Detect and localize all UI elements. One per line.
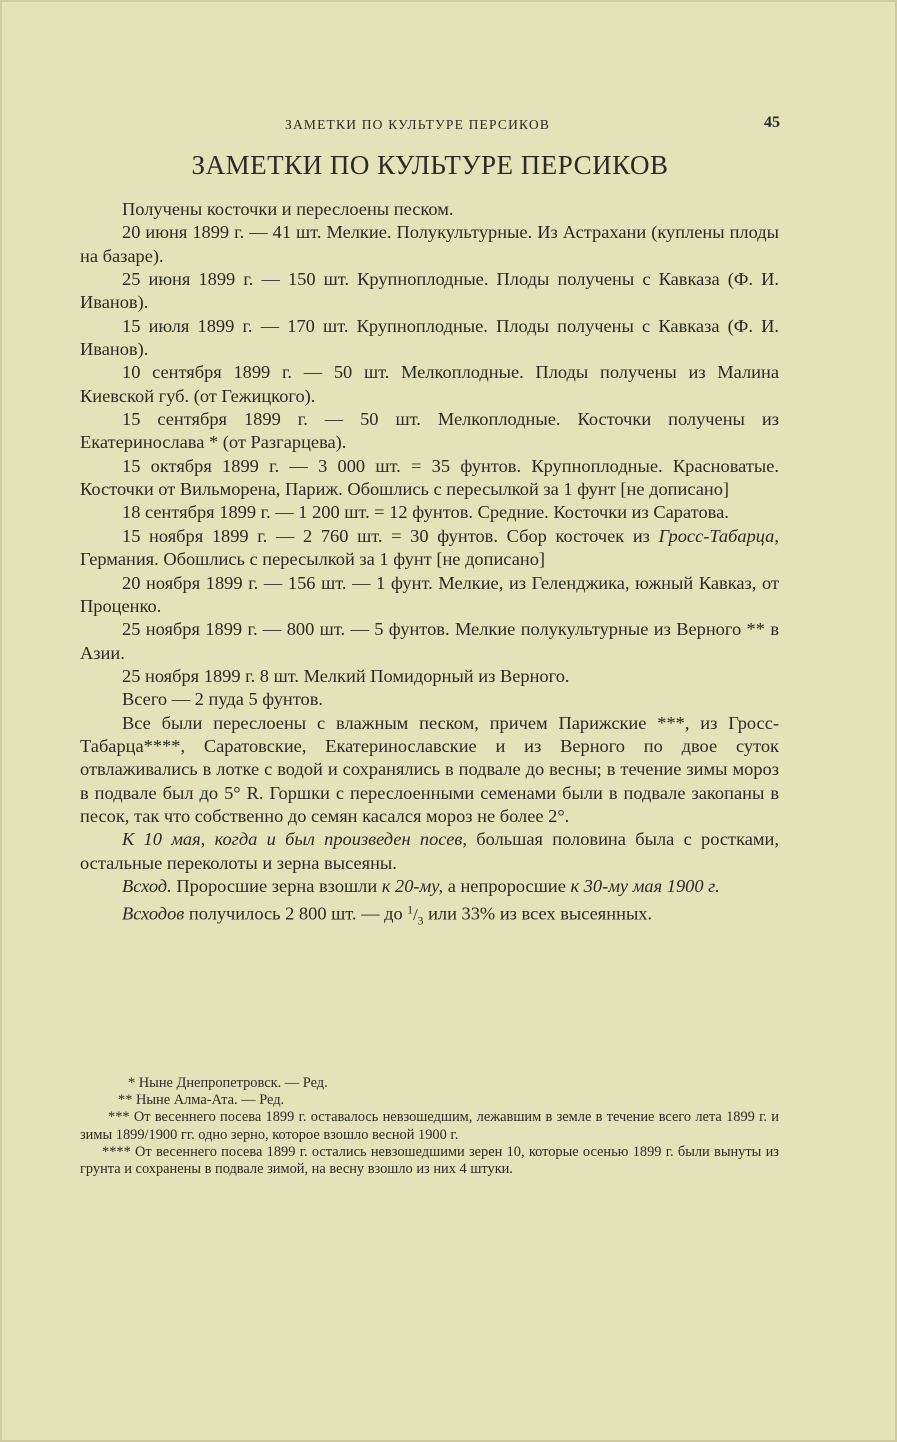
text-run: , Германия. Обошлись с пересылкой за 1 фунт [не дописано] [80, 525, 779, 570]
paragraph: Получены косточки и переслоены песком. [122, 199, 454, 219]
footnote: * Ныне Днепропетровск. — Ред. [128, 1075, 328, 1091]
paragraph: 25 ноября 1899 г. 8 шт. Мелкий Помидорный из Верного. [122, 665, 570, 686]
italic-text: к 30-му мая 1900 г. [570, 875, 720, 896]
running-head [80, 114, 780, 136]
running-head-title: ЗАМЕТКИ ПО КУЛЬТУРЕ ПЕРСИКОВ [285, 117, 551, 132]
footnote: ** Ныне Алма-Ата. — Ред. [118, 1092, 285, 1109]
text-run: или 33% из всех высеянных. [423, 903, 653, 924]
page-number: 45 [764, 114, 780, 131]
footnote: *** От весеннего посева 1899 г. оставалось невзошедшим, лежавшим в земле в течение всего лета 1899 г. и зимы 1899/1900 гг. одно зерно, которое взошло весной 1900 г. [80, 1109, 779, 1143]
paragraph: 10 сентября 1899 г. — 50 шт. Мелкоплодные. Плоды получены из Малина Киевской губ. (от Гежицкого). [80, 362, 779, 406]
italic-text: Всход. [122, 875, 172, 896]
text-run: Проросшие зерна взошли [171, 875, 382, 896]
article-body [80, 198, 779, 932]
article-title: ЗАМЕТКИ ПО КУЛЬТУРЕ ПЕРСИКОВ [191, 150, 669, 180]
paragraph: 15 сентября 1899 г. — 50 шт. Мелкоплодные. Косточки получены из Екатеринослава * (от Разгарцева). [80, 409, 779, 453]
text-run: большая половина была с ростками, остальные переколоты и зерна высеяны. [80, 829, 779, 873]
fraction-numerator: 1 [407, 903, 414, 917]
paragraph: 15 октября 1899 г. — 3 000 шт. = 35 фунтов. Крупноплодные. Красноватые. Косточки от Вильморена, Париж. Обошлись с пересылкой за 1 фунт [не дописано] [80, 455, 779, 500]
footnotes [80, 1075, 779, 1178]
paragraph: 25 июня 1899 г. — 150 шт. Крупноплодные. Плоды получены с Кавказа (Ф. И. Иванов). [80, 269, 779, 313]
paragraph: 25 ноября 1899 г. — 800 шт. — 5 фунтов. Мелкие полукультурные из Верного ** в Азии. [80, 619, 779, 663]
paragraph: 20 ноября 1899 г. — 156 шт. — 1 фунт. Мелкие, из Геленджика, южный Кавказ, от Проценко. [80, 572, 779, 616]
paragraph: 20 июня 1899 г. — 41 шт. Мелкие. Полукультурные. Из Астрахани (куплены плоды на базаре). [80, 222, 779, 266]
italic-text: к 20-му, [381, 875, 444, 896]
text-run: получилось 2 800 шт. — до [184, 903, 408, 924]
text-run: 15 ноября 1899 г. — 2 760 шт. = 30 фунтов. Сбор косточек из [122, 525, 659, 546]
footnote: **** От весеннего посева 1899 г. остались невзошедшими зерен 10, которые осенью 1899 г. были вынуты из грунта и сохранены в подвале зимой, на весну взошло из них 4 штуки. [80, 1143, 779, 1178]
paragraph: Все были переслоены с влажным песком, причем Парижские ***, из Гросс-Табарца****, Саратовские, Екатеринославские и из Верного по двое суток отвлаживались в лотке с водой и сохранялись в подвале до весны; в течение зимы мороз в подвале был до 5° R. Горшки с переслоенными семенами были в подвале закопаны в песок, так что собственно до семян касался мороз не более 2°. [80, 712, 779, 826]
paragraph [80, 898, 779, 932]
paragraph: Всего — 2 пуда 5 фунтов. [122, 689, 324, 710]
paragraph: 18 сентября 1899 г. — 1 200 шт. = 12 фунтов. Средние. Косточки из Саратова. [122, 502, 729, 523]
fraction-one-third [407, 903, 424, 928]
fraction-slash: / [413, 904, 418, 924]
fraction-denominator: 3 [417, 914, 424, 928]
paragraph [80, 525, 779, 572]
paragraph [80, 828, 779, 875]
italic-text: Всходов [122, 903, 185, 924]
italic-text: К 10 мая, когда и был произведен посев, [122, 829, 467, 850]
italic-place-name: Гросс-Табарца [658, 525, 775, 546]
paragraph: 15 июля 1899 г. — 170 шт. Крупноплодные. Плоды получены с Кавказа (Ф. И. Иванов). [80, 315, 779, 360]
paragraph [80, 875, 779, 898]
text-run: а непроросшие [443, 875, 571, 896]
